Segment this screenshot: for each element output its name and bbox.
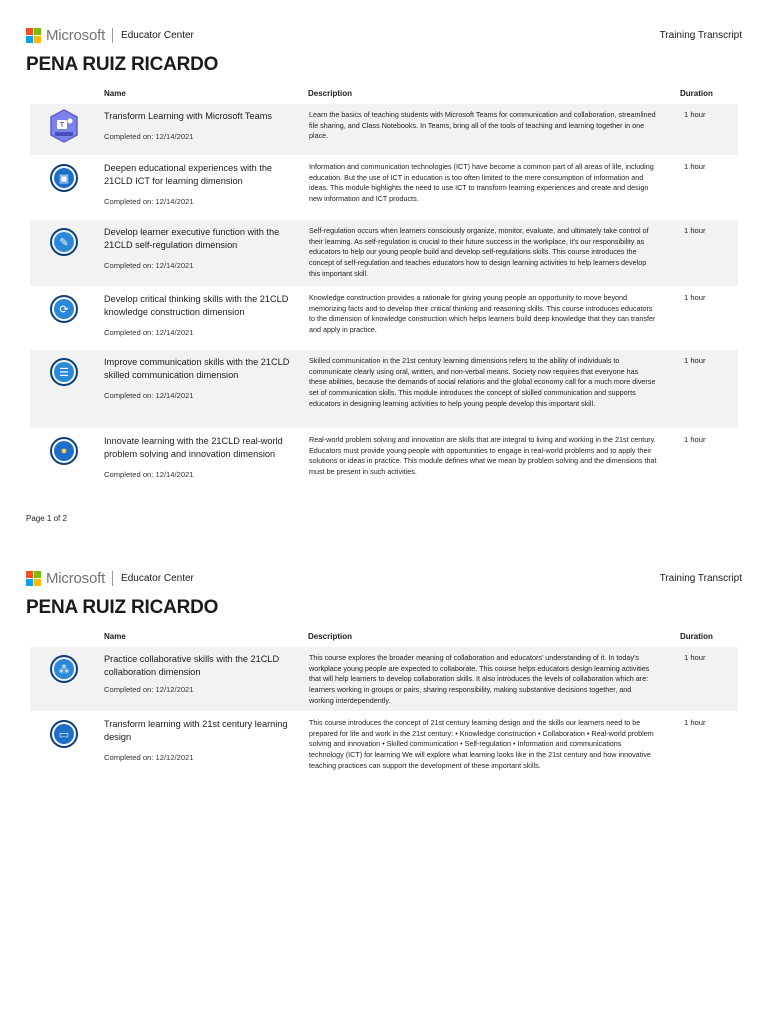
completion-date: Completed on: 12/14/2021 — [104, 470, 194, 479]
course-description: Information and communication technologies (ICT) have become a common part of all areas of life, including education. But the use of ICT in education is too often limited to the mere consumption of information and ideas. This module highlights the need to use ICT to transform learning experiences and create and design new information and ICT products. — [309, 162, 654, 204]
course-name: Innovate learning with the 21CLD real-world problem solving and innovation dimension — [104, 436, 283, 459]
student-name: PENA RUIZ RICARDO — [26, 54, 219, 75]
collaboration-badge-icon: ⁂ — [48, 653, 80, 685]
course-name: Improve communication skills with the 21CLD skilled communication dimension — [104, 357, 290, 380]
course-description: This course explores the broader meaning of collaboration and educators’ understanding of it. In today's workplace young people are expected to collaborate. This course helps educators design learning activities that will help learners to develop collaboration skills. It also introduces the levels of collaboration which are: learners working in groups or pairs, sharing responsibility, making substantive decisions together, and working interdependently. — [309, 653, 650, 705]
self-regulation-badge-icon: ✎ — [48, 226, 80, 258]
course-description: Knowledge construction provides a rationale for giving young people an opportunity to move beyond memorizing facts and to develop their critical thinking and reasoning skills. This course introduces educators to the dimension of knowledge construction which helps learners build deep knowledge that they can transfer and apply in practice. — [309, 293, 656, 335]
course-description: Real-world problem solving and innovation are skills that are integral to living and working in the 21st century. Educators must provide young people with opportunities to engage in real-world problems and to apply their solutions or ideas in practice. This module defines what we mean by problem solving and the dimensions that must be present in such activities. — [309, 435, 657, 477]
course-duration: 1 hour — [684, 718, 706, 727]
educator-center-label: Educator Center — [121, 29, 194, 41]
training-transcript-label: Training Transcript — [659, 29, 742, 41]
page-header — [26, 26, 742, 44]
header-divider — [112, 28, 113, 43]
course-row — [30, 287, 738, 350]
course-table — [30, 104, 738, 490]
training-transcript-label: Training Transcript — [659, 572, 742, 584]
microsoft-logo-icon — [26, 28, 41, 43]
course-duration: 1 hour — [684, 435, 706, 444]
column-header-description: Description — [308, 89, 353, 98]
completion-date: Completed on: 12/14/2021 — [104, 132, 194, 141]
column-header-duration: Duration — [680, 89, 713, 98]
course-name: Practice collaborative skills with the 21CLD collaboration dimension — [104, 654, 280, 677]
course-name: Deepen educational experiences with the 21CLD ICT for learning dimension — [104, 163, 273, 186]
innovation-badge-icon: ● — [48, 435, 80, 467]
course-row — [30, 156, 738, 220]
course-duration: 1 hour — [684, 356, 706, 365]
page-header — [26, 569, 742, 587]
completion-date: Completed on: 12/14/2021 — [104, 197, 194, 206]
completion-date: Completed on: 12/14/2021 — [104, 328, 194, 337]
completion-date: Completed on: 12/14/2021 — [104, 391, 194, 400]
course-table — [30, 647, 738, 789]
transcript-page-2 — [0, 543, 768, 1024]
course-description: Skilled communication in the 21st century learning dimensions refers to the ability of individuals to communicate clearly using oral, written, and non-verbal means. Society now requires that everyone has these abilities, because the demands of social relations and the global economy call for a much more diverse set of communication skills. This module introduces the concept of skilled communication and supports educators in designing learning activities to help young people develop this important skill. — [309, 356, 656, 408]
column-header-name: Name — [104, 89, 126, 98]
21st-century-badge-icon: ▭ — [48, 718, 80, 750]
completion-date: Completed on: 12/12/2021 — [104, 685, 194, 694]
column-header-description: Description — [308, 632, 353, 641]
header-divider — [112, 571, 113, 586]
completion-date: Completed on: 12/12/2021 — [104, 753, 194, 762]
course-description: This course introduces the concept of 21st century learning design and the skills our learners need to be prepared for life and work in the 21st century: • Knowledge construction • Collaboration • Real-world problem solving and innovation • Skilled communication • Self-regulation • Information and communications technology (ICT) for learning We will explore what learning looks like in the 21st century and how innovative teaching practices can support the development of these important skills. — [309, 718, 654, 770]
course-description: Self-regulation occurs when learners consciously organize, monitor, evaluate, and ultimately take control of their learning. As self-regulation is crucial to their future success in the workplace, it’s our responsibility as educators to help our young people build and develop self-regulations skills. This course introduces the concept of self-regulation and teaches educators how to design learning activities to help learners develop this important skill. — [309, 226, 649, 278]
page-number: Page 1 of 2 — [26, 514, 67, 523]
course-row — [30, 350, 738, 429]
course-row — [30, 104, 738, 156]
communication-badge-icon: ☰ — [48, 356, 80, 388]
course-duration: 1 hour — [684, 226, 706, 235]
course-duration: 1 hour — [684, 110, 706, 119]
brand-name: Microsoft — [46, 26, 106, 44]
microsoft-logo-icon — [26, 571, 41, 586]
educator-center-label: Educator Center — [121, 572, 194, 584]
course-row — [30, 220, 738, 287]
column-header-name: Name — [104, 632, 126, 641]
course-name: Develop critical thinking skills with the 21CLD knowledge construction dimension — [104, 294, 289, 317]
svg-text:T: T — [59, 122, 65, 129]
course-row — [30, 429, 738, 490]
course-duration: 1 hour — [684, 162, 706, 171]
ict-badge-icon: ▣ — [48, 162, 80, 194]
teams-badge-icon — [50, 109, 78, 143]
course-name: Transform learning with 21st century learning design — [104, 719, 288, 742]
brand-name: Microsoft — [46, 569, 106, 587]
course-row — [30, 712, 738, 789]
knowledge-badge-icon: ⟳ — [48, 293, 80, 325]
course-duration: 1 hour — [684, 293, 706, 302]
course-duration: 1 hour — [684, 653, 706, 662]
course-description: Learn the basics of teaching students with Microsoft Teams for communication and collaboration, streamlined file sharing, and Class Notebooks. In Teams, bring all of the tools of teaching and learning together in one place. — [309, 110, 656, 141]
course-name: Transform Learning with Microsoft Teams — [104, 111, 272, 121]
course-name: Develop learner executive function with the 21CLD self-regulation dimension — [104, 227, 280, 250]
student-name: PENA RUIZ RICARDO — [26, 597, 219, 618]
completion-date: Completed on: 12/14/2021 — [104, 261, 194, 270]
column-header-duration: Duration — [680, 632, 713, 641]
course-row — [30, 647, 738, 712]
